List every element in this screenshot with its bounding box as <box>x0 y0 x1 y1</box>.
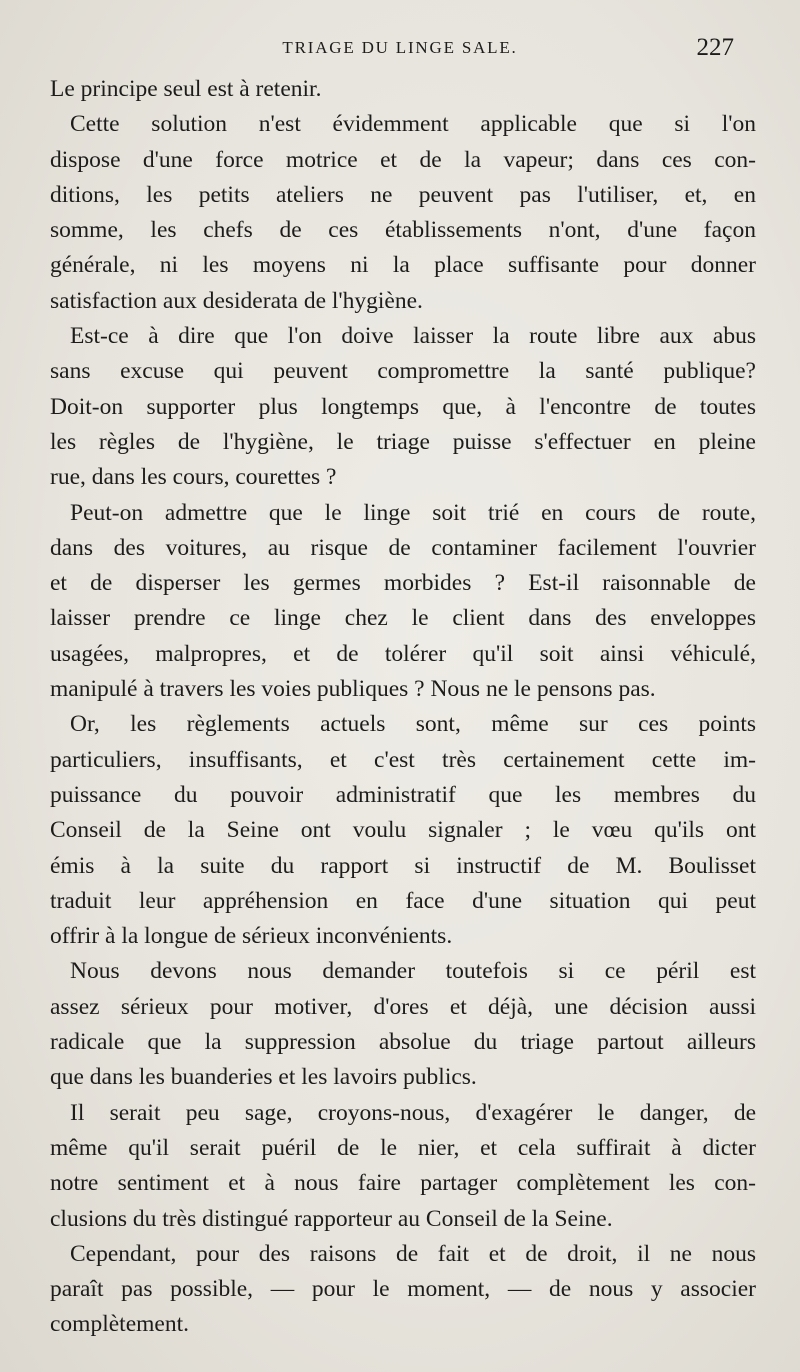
text-line: émis à la suite du rapport si instructif de M. Boulisset <box>50 852 756 879</box>
paragraph <box>50 496 756 708</box>
text-line: Cependant, pour des raisons de fait et de droit, il ne nous <box>70 1240 756 1267</box>
text-line: particuliers, insuffisants, et c'est très certainement cette im- <box>50 746 756 773</box>
text-line: manipulé à travers les voies publiques ? Nous ne le pensons pas. <box>50 676 656 703</box>
page-number: 227 <box>696 34 734 61</box>
paragraph <box>50 319 756 495</box>
text-line: les règles de l'hygiène, le triage puisse s'effectuer en pleine <box>50 428 756 455</box>
text-line: assez sérieux pour motiver, d'ores et déjà, une décision aussi <box>50 993 756 1020</box>
text-line: notre sentiment et à nous faire partager complètement les con- <box>50 1170 756 1197</box>
paragraph <box>50 1096 756 1237</box>
text-line: Conseil de la Seine ont voulu signaler ; le vœu qu'ils ont <box>50 817 756 844</box>
text-line: ditions, les petits ateliers ne peuvent pas l'utiliser, et, en <box>50 181 756 208</box>
text-line: complètement. <box>50 1311 189 1338</box>
text-line: radicale que la suppression absolue du triage partout ailleurs <box>50 1029 756 1056</box>
text-line: générale, ni les moyens ni la place suffisante pour donner <box>50 252 756 279</box>
text-line: sans excuse qui peuvent compromettre la santé publique? <box>50 358 756 385</box>
text-line: puissance du pouvoir administratif que les membres du <box>50 781 756 808</box>
text-line: Or, les règlements actuels sont, même sur ces points <box>70 711 756 738</box>
text-line: Cette solution n'est évidemment applicable que si l'on <box>70 111 756 138</box>
text-line: dispose d'une force motrice et de la vapeur; dans ces con- <box>50 146 756 173</box>
text-line: Nous devons nous demander toutefois si ce péril est <box>70 958 756 985</box>
page-header <box>60 34 740 64</box>
text-line: Doit-on supporter plus longtemps que, à l'encontre de toutes <box>50 393 756 420</box>
text-line: que dans les buanderies et les lavoirs publics. <box>50 1064 477 1091</box>
running-title: TRIAGE DU LINGE SALE. <box>282 38 518 57</box>
text-line: traduit leur appréhension en face d'une situation qui peut <box>50 887 756 914</box>
text-line: Peut-on admettre que le linge soit trié en cours de route, <box>70 499 756 526</box>
paragraph <box>50 107 756 319</box>
text-line: usagées, malpropres, et de tolérer qu'il soit ainsi véhiculé, <box>50 640 756 667</box>
text-line: Le principe seul est à retenir. <box>50 76 322 102</box>
paragraph <box>50 1237 756 1343</box>
paragraph <box>50 72 756 107</box>
text-line: Il serait peu sage, croyons-nous, d'exagérer le danger, de <box>70 1099 756 1126</box>
text-line: paraît pas possible, — pour le moment, — de nous y associer <box>50 1276 756 1303</box>
text-line: dans des voitures, au risque de contaminer facilement l'ouvrier <box>50 534 756 561</box>
text-line: rue, dans les cours, courettes ? <box>50 464 337 491</box>
text-line: satisfaction aux desiderata de l'hygiène. <box>50 287 423 314</box>
text-line: clusions du très distingué rapporteur au Conseil de la Seine. <box>50 1205 613 1232</box>
paragraph <box>50 707 756 954</box>
paragraph <box>50 954 756 1095</box>
body-text <box>50 72 756 1343</box>
text-line: même qu'il serait puéril de le nier, et cela suffirait à dicter <box>50 1134 756 1161</box>
text-line: somme, les chefs de ces établissements n'ont, d'une façon <box>50 217 756 244</box>
text-line: offrir à la longue de sérieux inconvénients. <box>50 923 453 950</box>
text-line: et de disperser les germes morbides ? Est-il raisonnable de <box>50 570 756 597</box>
text-line: Est-ce à dire que l'on doive laisser la route libre aux abus <box>70 323 756 350</box>
text-line: laisser prendre ce linge chez le client dans des enveloppes <box>50 605 756 632</box>
